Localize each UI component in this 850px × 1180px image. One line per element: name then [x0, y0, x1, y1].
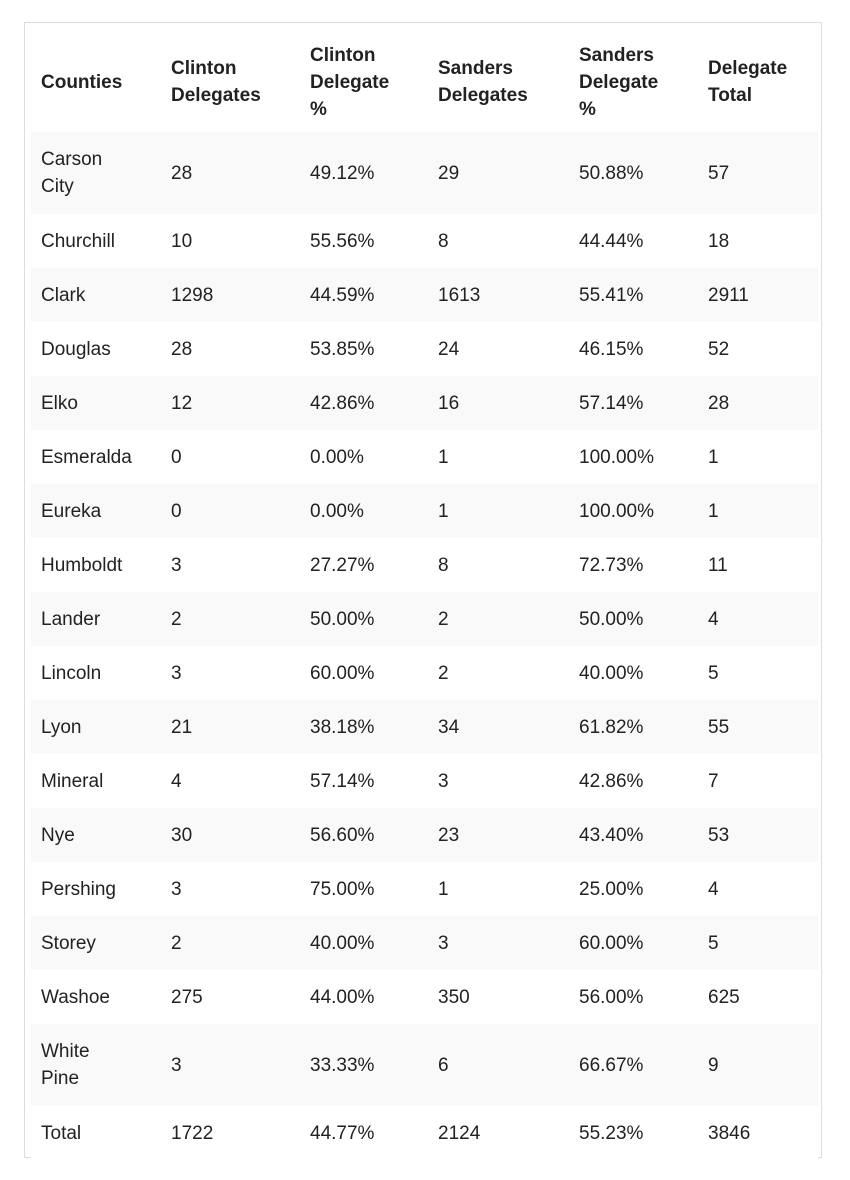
- clinton-pct-cell: 40.00%: [310, 932, 375, 954]
- sanders-pct-cell: 55.41%: [579, 284, 644, 306]
- county-name: City: [41, 176, 74, 197]
- delegate-total-cell: 53: [708, 824, 730, 846]
- county-cell: [31, 970, 161, 1024]
- header-counties: [31, 32, 161, 132]
- table-row: [31, 268, 818, 322]
- county-name: Lyon: [41, 716, 82, 738]
- county-name: Mineral: [41, 770, 104, 792]
- sanders-pct-cell: 25.00%: [579, 878, 644, 900]
- county-name: Elko: [41, 392, 78, 414]
- clinton-pct-cell: 53.85%: [310, 338, 375, 360]
- county-name: Eureka: [41, 500, 102, 522]
- header-line: Delegate: [310, 71, 390, 93]
- clinton-pct-cell: 55.56%: [310, 230, 375, 252]
- county-name: Lander: [41, 608, 101, 630]
- header-line: %: [579, 98, 596, 120]
- sanders-pct-cell: 46.15%: [579, 338, 644, 360]
- sanders-delegates-cell: 1: [438, 878, 449, 900]
- header-clinton-delegate-pct: [300, 32, 428, 132]
- sanders-delegates-cell: 3: [438, 932, 449, 954]
- county-name: Esmeralda: [41, 446, 132, 468]
- table-row: [31, 916, 818, 970]
- header-sanders-delegate-pct: [569, 32, 698, 132]
- sanders-delegates-cell: 23: [438, 824, 460, 846]
- delegates-table: [31, 32, 818, 1160]
- county-name: Douglas: [41, 338, 111, 360]
- county-cell: [31, 1024, 161, 1106]
- county-name: Pershing: [41, 878, 116, 900]
- header-line: Delegates: [438, 85, 528, 106]
- sanders-pct-cell: 44.44%: [579, 230, 644, 252]
- delegate-total-cell: 7: [708, 770, 719, 792]
- county-cell: [31, 1106, 161, 1160]
- clinton-delegates-cell: 30: [171, 824, 193, 846]
- clinton-pct-cell: 75.00%: [310, 878, 375, 900]
- sanders-pct-cell: 72.73%: [579, 554, 644, 576]
- table-row: [31, 646, 818, 700]
- delegate-total-cell: 5: [708, 662, 719, 684]
- sanders-pct-cell: 100.00%: [579, 500, 655, 522]
- delegate-total-cell: 11: [708, 554, 728, 576]
- sanders-pct-cell: 57.14%: [579, 392, 644, 414]
- clinton-delegates-cell: 2: [171, 608, 182, 630]
- clinton-pct-cell: 60.00%: [310, 662, 375, 684]
- table-row: [31, 430, 818, 484]
- sanders-delegates-cell: 8: [438, 554, 449, 576]
- sanders-delegates-cell: 6: [438, 1054, 449, 1076]
- sanders-delegates-cell: 16: [438, 392, 460, 414]
- sanders-delegates-cell: 34: [438, 716, 460, 738]
- county-name: Humboldt: [41, 554, 123, 576]
- delegate-total-cell: 3846: [708, 1122, 751, 1144]
- county-name: Clark: [41, 284, 86, 306]
- clinton-pct-cell: 0.00%: [310, 500, 364, 522]
- clinton-pct-cell: 27.27%: [310, 554, 375, 576]
- sanders-delegates-cell: 8: [438, 230, 449, 252]
- delegate-total-cell: 1: [708, 500, 719, 522]
- clinton-pct-cell: 50.00%: [310, 608, 375, 630]
- county-cell: [31, 916, 161, 970]
- sanders-pct-cell: 100.00%: [579, 446, 655, 468]
- delegate-total-cell: 9: [708, 1054, 719, 1076]
- sanders-delegates-cell: 2: [438, 662, 449, 684]
- county-name: Pine: [41, 1068, 80, 1089]
- county-name: White: [41, 1041, 90, 1062]
- delegate-total-cell: 18: [708, 230, 730, 252]
- clinton-delegates-cell: 1722: [171, 1122, 214, 1144]
- sanders-pct-cell: 40.00%: [579, 662, 644, 684]
- table-row: [31, 132, 818, 214]
- clinton-delegates-cell: 0: [171, 446, 182, 468]
- clinton-delegates-cell: 28: [171, 338, 193, 360]
- table-row: [31, 322, 818, 376]
- county-name: Churchill: [41, 230, 115, 252]
- clinton-delegates-cell: 4: [171, 770, 182, 792]
- sanders-pct-cell: 43.40%: [579, 824, 644, 846]
- table-row: [31, 862, 818, 916]
- clinton-pct-cell: 33.33%: [310, 1054, 375, 1076]
- sanders-pct-cell: 50.88%: [579, 162, 644, 184]
- clinton-delegates-cell: 275: [171, 986, 203, 1008]
- county-cell: [31, 700, 161, 754]
- table-row: [31, 700, 818, 754]
- sanders-delegates-cell: 1613: [438, 284, 481, 306]
- county-name: Lincoln: [41, 662, 102, 684]
- sanders-pct-cell: 66.67%: [579, 1054, 644, 1076]
- county-cell: [31, 268, 161, 322]
- county-name: Nye: [41, 824, 75, 846]
- sanders-pct-cell: 60.00%: [579, 932, 644, 954]
- table-row: [31, 214, 818, 268]
- county-cell: [31, 430, 161, 484]
- table-row: [31, 970, 818, 1024]
- table-row: [31, 1024, 818, 1106]
- county-cell: [31, 132, 161, 214]
- clinton-delegates-cell: 12: [171, 392, 193, 414]
- header-line: Total: [708, 85, 752, 106]
- county-cell: [31, 484, 161, 538]
- table-header: [31, 32, 818, 132]
- clinton-pct-cell: 0.00%: [310, 446, 364, 468]
- header-line: Delegate: [579, 71, 659, 93]
- clinton-delegates-cell: 10: [171, 230, 193, 252]
- clinton-pct-cell: 42.86%: [310, 392, 375, 414]
- sanders-pct-cell: 61.82%: [579, 716, 644, 738]
- county-cell: [31, 376, 161, 430]
- table-row: [31, 1106, 818, 1160]
- table-body: [31, 132, 818, 1160]
- table-row: [31, 592, 818, 646]
- delegate-total-cell: 4: [708, 608, 719, 630]
- header-line: Sanders: [438, 58, 513, 79]
- clinton-pct-cell: 38.18%: [310, 716, 375, 738]
- header-line: Clinton: [310, 44, 376, 66]
- sanders-delegates-cell: 2124: [438, 1122, 481, 1144]
- clinton-delegates-cell: 3: [171, 878, 182, 900]
- clinton-pct-cell: 44.77%: [310, 1122, 375, 1144]
- delegate-total-cell: 4: [708, 878, 719, 900]
- clinton-delegates-cell: 3: [171, 662, 182, 684]
- sanders-pct-cell: 55.23%: [579, 1122, 644, 1144]
- sanders-pct-cell: 50.00%: [579, 608, 644, 630]
- county-name: Carson: [41, 149, 103, 170]
- clinton-delegates-cell: 3: [171, 554, 182, 576]
- clinton-pct-cell: 56.60%: [310, 824, 375, 846]
- sanders-delegates-cell: 350: [438, 986, 470, 1008]
- sanders-delegates-cell: 2: [438, 608, 449, 630]
- county-cell: [31, 754, 161, 808]
- county-cell: [31, 592, 161, 646]
- county-name: Storey: [41, 932, 96, 954]
- header-sanders-delegates: [428, 32, 569, 132]
- header-line: Delegates: [171, 85, 261, 106]
- header-line: Counties: [41, 71, 123, 93]
- sanders-pct-cell: 42.86%: [579, 770, 644, 792]
- table-row: [31, 538, 818, 592]
- county-cell: [31, 646, 161, 700]
- delegate-total-cell: 57: [708, 162, 730, 184]
- delegate-total-cell: 28: [708, 392, 730, 414]
- table-container: [24, 22, 822, 1158]
- delegate-total-cell: 1: [708, 446, 719, 468]
- clinton-delegates-cell: 28: [171, 162, 193, 184]
- county-name: Total: [41, 1122, 82, 1144]
- sanders-delegates-cell: 1: [438, 500, 449, 522]
- header-row: [31, 32, 818, 132]
- county-cell: [31, 808, 161, 862]
- header-clinton-delegates: [161, 32, 300, 132]
- clinton-pct-cell: 44.00%: [310, 986, 375, 1008]
- header-line: Clinton: [171, 58, 237, 79]
- header-line: %: [310, 98, 327, 120]
- header-delegate-total: [698, 32, 818, 132]
- table-row: [31, 754, 818, 808]
- clinton-delegates-cell: 2: [171, 932, 182, 954]
- clinton-delegates-cell: 3: [171, 1054, 182, 1076]
- clinton-pct-cell: 57.14%: [310, 770, 375, 792]
- delegate-total-cell: 52: [708, 338, 730, 360]
- clinton-delegates-cell: 1298: [171, 284, 214, 306]
- sanders-delegates-cell: 1: [438, 446, 449, 468]
- sanders-delegates-cell: 3: [438, 770, 449, 792]
- county-cell: [31, 214, 161, 268]
- county-name: Washoe: [41, 986, 110, 1008]
- header-line: Sanders: [579, 44, 654, 66]
- delegate-total-cell: 2911: [708, 284, 749, 306]
- clinton-pct-cell: 44.59%: [310, 284, 375, 306]
- clinton-pct-cell: 49.12%: [310, 162, 375, 184]
- county-cell: [31, 322, 161, 376]
- table-row: [31, 808, 818, 862]
- delegate-total-cell: 5: [708, 932, 719, 954]
- table-row: [31, 484, 818, 538]
- county-cell: [31, 538, 161, 592]
- clinton-delegates-cell: 0: [171, 500, 182, 522]
- delegate-total-cell: 625: [708, 986, 740, 1008]
- table-row: [31, 376, 818, 430]
- clinton-delegates-cell: 21: [171, 716, 193, 738]
- header-line: Delegate: [708, 58, 788, 79]
- delegate-total-cell: 55: [708, 716, 730, 738]
- sanders-delegates-cell: 29: [438, 162, 460, 184]
- sanders-delegates-cell: 24: [438, 338, 460, 360]
- sanders-pct-cell: 56.00%: [579, 986, 644, 1008]
- county-cell: [31, 862, 161, 916]
